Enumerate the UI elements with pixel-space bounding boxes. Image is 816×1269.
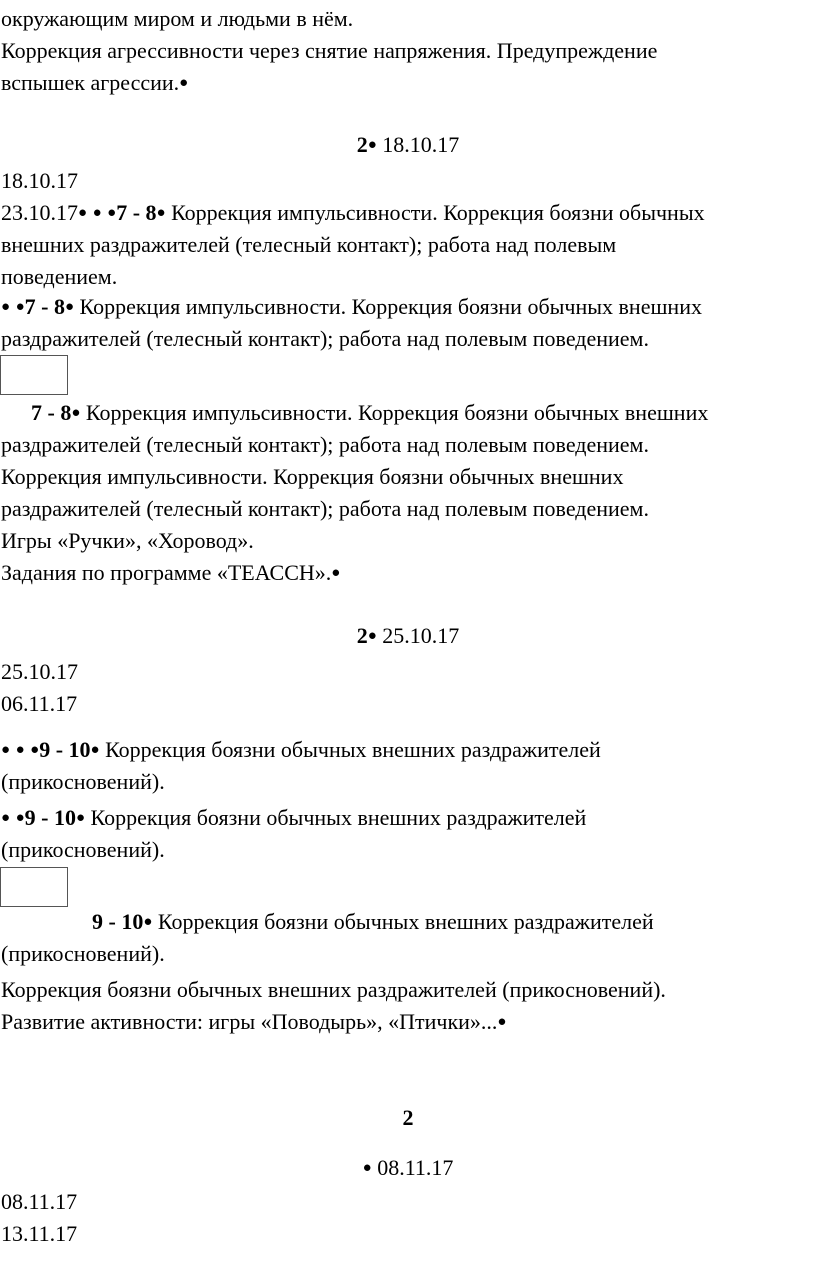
text-line: ● ●7 - 8● Коррекция импульсивности. Коррекция боязни обычных внешних: [1, 294, 702, 319]
text-line: Задания по программе «ТЕАССН».●: [1, 560, 341, 585]
text-line: раздражителей (телесный контакт); работа над полевым поведением.: [1, 432, 649, 457]
text-line: поведением.: [1, 264, 118, 289]
bullet-icon: ●: [497, 1014, 507, 1030]
text-line: (прикосновений).: [1, 837, 165, 862]
bullet-icon: ●: [75, 810, 86, 826]
text-line: Развитие активности: игры «Поводырь», «Птички»...●: [1, 1009, 507, 1034]
bullet-icon: ●: [64, 299, 75, 315]
text-line: раздражителей (телесный контакт); работа над полевым поведением.: [1, 326, 649, 351]
bullet-icon: ●: [367, 628, 377, 644]
bullet-icon: ●: [179, 75, 189, 91]
session-number: 2: [402, 1105, 414, 1130]
bullet-icon: ●: [78, 205, 88, 221]
bullet-icon: ●: [30, 742, 40, 758]
text-line: ● ●9 - 10● Коррекция боязни обычных внешних раздражителей: [1, 805, 587, 830]
date-line: 13.11.17: [1, 1221, 78, 1246]
text-line: ● ● ●9 - 10● Коррекция боязни обычных внешних раздражителей: [1, 737, 601, 762]
text-line: вспышек агрессии.●: [1, 70, 189, 95]
text-line: 23.10.17● ● ●7 - 8● Коррекция импульсивности. Коррекция боязни обычных: [1, 200, 705, 225]
bullet-icon: ●: [71, 405, 81, 421]
bullet-icon: ●: [367, 137, 377, 153]
text-line: Игры «Ручки», «Хоровод».: [1, 528, 254, 553]
empty-table-cell: [0, 355, 68, 395]
bullet-icon: ●: [90, 742, 100, 758]
bullet-icon: ●: [331, 565, 341, 581]
bullet-icon: ●: [1, 742, 11, 758]
date-line: 18.10.17: [1, 168, 78, 193]
session-heading: ● 08.11.17: [362, 1155, 454, 1180]
bullet-icon: ●: [15, 810, 25, 826]
text-line: 7 - 8● Коррекция импульсивности. Коррекция боязни обычных внешних: [31, 400, 709, 425]
bullet-icon: ●: [362, 1160, 372, 1176]
session-heading: 2● 25.10.17: [356, 623, 460, 648]
text-line: окружающим миром и людьми в нём.: [1, 6, 354, 31]
text-line: Коррекция агрессивности через снятие напряжения. Предупреждение: [1, 38, 658, 63]
text-line: внешних раздражителей (телесный контакт); работа над полевым: [1, 232, 617, 257]
bullet-icon: ●: [143, 914, 153, 930]
session-heading: 2● 18.10.17: [356, 132, 460, 157]
text-line: 9 - 10● Коррекция боязни обычных внешних раздражителей: [92, 909, 654, 934]
bullet-icon: ●: [92, 205, 102, 221]
date-line: 25.10.17: [1, 659, 78, 684]
date-line: 06.11.17: [1, 691, 78, 716]
bullet-icon: ●: [1, 810, 11, 826]
bullet-icon: ●: [15, 299, 25, 315]
empty-table-cell: [0, 867, 68, 907]
text-line: (прикосновений).: [1, 941, 165, 966]
bullet-icon: ●: [15, 742, 25, 758]
date-line: 08.11.17: [1, 1189, 78, 1214]
bullet-icon: ●: [156, 205, 166, 221]
text-line: Коррекция импульсивности. Коррекция боязни обычных внешних: [1, 464, 624, 489]
bullet-icon: ●: [107, 205, 117, 221]
text-line: раздражителей (телесный контакт); работа над полевым поведением.: [1, 496, 649, 521]
text-line: (прикосновений).: [1, 769, 165, 794]
bullet-icon: ●: [1, 299, 11, 315]
text-line: Коррекция боязни обычных внешних раздражителей (прикосновений).: [1, 977, 666, 1002]
